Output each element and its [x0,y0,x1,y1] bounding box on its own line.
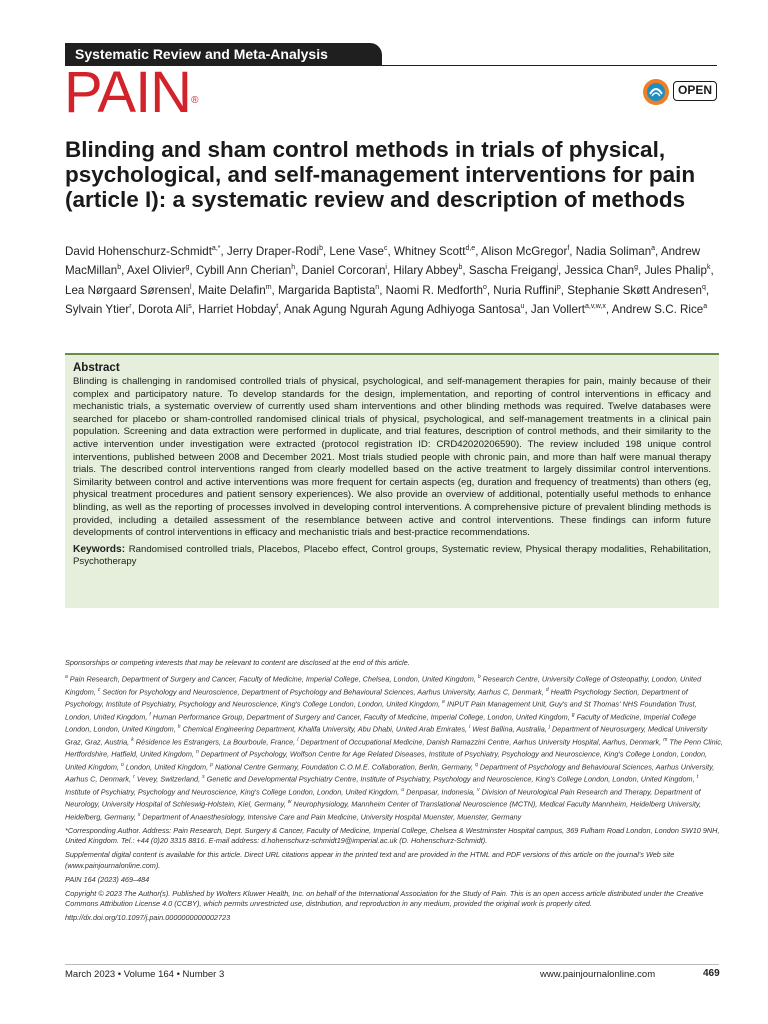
corresponding-author: *Corresponding Author. Address: Pain Research, Dept. Surgery & Cancer, Faculty of Medicine, Imperial College, Chelsea & Westminster Hospital campus, 369 Fulham Road London, London SW10 9NH, United Kingdom. Tel.: +44 (0)20 3315 8816. E-mail address: d.hohenschurz-schmidt19@imperial.ac.uk (D. Hohenschurz-Schmidt). [65,826,720,846]
section-label: Systematic Review and Meta-Analysis [65,43,382,65]
journal-logo [64,60,198,125]
affiliations: $^a$ Pain Research, Department of Surgery and Cancer, Faculty of Medicine, Imperial College, Chelsea, London, United Kingdom, $^b$ Research Centre, University College of Osteopathy, London, United Kingdom, $^c$ Section for Psychology and Neuroscience, Department of Psychology and Behavioural Sciences, Aarhus University, Aarhus C, Denmark, $^d$ Health Psychology Section, Department of Psychology, Institute of Psychiatry, Psychology and Neuroscience, King's College London, London, United Kingdom, $^e$ INPUT Pain Management Unit, Guy's and St Thomas' NHS Foundation Trust, London, United Kingdom, $^f$ Human Performance Group, Department of Surgery and Cancer, Faculty of Medicine, Imperial College, London, United Kingdom, $^g$ Faculty of Medicine, Imperial College London, London, United Kingdom, $^h$ Chemical Engineering Department, Khalifa University, Abu Dhabi, United Arab Emirates, $^i$ West Ballina, Australia, $^j$ Department of Neurosurgery, Medical University Graz, Graz, Austria, $^k$ Résidence les Estrangers, La Bourboule, France, $^l$ Department of Occupational Medicine, Danish Ramazzini Centre, Aarhus University Hospital, Aarhus, Denmark, $^m$ The Penn Clinic, Hertfordshire, Hatfield, United Kingdom, $^n$ Department of Psychology, Wolfson Centre for Age Related Diseases, Institute of Psychiatry, Psychology and Neuroscience, King's College London, London, United Kingdom, $^o$ London, United Kingdom, $^p$ National Centre Germany, Foundation C.O.M.E. Collaboration, Berlin, Germany, $^q$ Department of Psychology and Behavioural Sciences, Aarhus University, Aarhus C, Denmark, $^r$ Vevey, Switzerland, $^s$ Genetic and Developmental Psychiatry Centre, Institute of Psychiatry, Psychology and Neuroscience, King's College London, London, United Kingdom, $^t$ Institute of Psychiatry, Psychology and Neuroscience, King's College London, London, United Kingdom, $^u$ Denpasar, Indonesia, $^v$ Division of Neurological Pain Research and Therapy, Department of Neurology, University Hospital of Schleswig-Holstein, Kiel, Germany, $^w$ Neurophysiology, Mannheim Center of Translational Neuroscience (MCTN), Medical Faculty Mannheim, Heidelberg University, Heidelberg, Germany, $^x$ Department of Anaesthesiology, Intensive Care and Pain Medicine, University Hospital Muenster, Muenster, Germany [65,674,723,822]
registered-mark: ® [191,95,198,106]
abstract-box [65,353,719,608]
author-list: David Hohenschurz-Schmidt$^{a,*}$, Jerry Draper-Rodi$^b$, Lene Vase$^c$, Whitney Scott$^{d,e}$, Alison McGregor$^f$, Nadia Soliman$^a$, Andrew MacMillan$^b$, Axel Olivier$^g$, Cybill Ann Cherian$^h$, Daniel Corcoran$^i$, Hilary Abbey$^b$, Sascha Freigang$^j$, Jessica Chan$^g$, Jules Phalip$^k$, Lea Nørgaard Sørensen$^l$, Maite Delafin$^m$, Margarida Baptista$^n$, Naomi R. Medforth$^o$, Nuria Ruffini$^p$, Stephanie Skøtt Andresen$^q$, Sylvain Ytier$^r$, Dorota Ali$^s$, Harriet Hobday$^t$, Anak Agung Ngurah Agung Adhiyoga Santosa$^u$, Jan Vollert$^{a,v,w,x}$, Andrew S.C. Rice$^a$ [65,244,714,317]
open-access-icon [641,77,671,107]
journal-logo-text: PAIN [64,60,192,125]
doi-link[interactable]: http://dx.doi.org/10.1097/j.pain.0000000000002723 [65,912,231,922]
issue-info: March 2023 • Volume 164 • Number 3 [65,969,225,980]
open-access-badge [641,77,719,107]
open-label: OPEN [673,81,717,101]
abstract-heading: Abstract [73,362,120,374]
keywords [73,544,711,569]
abstract-body: Blinding is challenging in randomised controlled trials of physical, psychological, and self-management therapies for pain, mainly because of their complex and participatory nature. To develop standards for the design, implementation, and reporting of control interventions in efficacy and mechanistic trials, a systematic overview of currently used sham interventions and other blinding methods was required. Twelve databases were searched for placebo or sham-controlled randomised clinical trials of physical, psychological, and self-management treatments in a clinical pain population. Screening and data extraction were performed in duplicate, and trial features, description of control methods, and their similarity to the active intervention under investigation were extracted (protocol registration ID: CRD42020206590). The review included 198 unique control interventions, published between 2008 and December 2021. Most trials studied people with chronic pain, and more than half were manual therapy trials. The described control interventions ranged from clearly modelled based on the active treatment to largely dissimilar control interventions. Similarity between control and active interventions was more frequent for certain aspects (eg, duration and frequency of treatments) than others (eg, physical treatment procedures and patient sensory experiences). We also provide an overview of additional, potentially useful methods to enhance blinding, as well as the reporting of processes involved in developing control interventions. A comprehensive picture of prevalent blinding methods is provided, including a detailed assessment of the resemblance between active and control interventions. These findings can inform future developments of control interventions in efficacy and mechanistic trials and best-practice recommendations. [73,376,711,539]
keywords-list: Randomised controlled trials, Placebos, Placebo effect, Control groups, Systematic review, Physical therapy modalities, Rehabilitation, Psychotherapy [73,543,711,568]
citation: PAIN 164 (2023) 469–484 [65,874,150,884]
keywords-label: Keywords: [73,543,126,555]
page-number: 469 [703,968,720,979]
article-title: Blinding and sham control methods in trials of physical, psychological, and self-management interventions for pain (article I): a systematic review and description of methods [65,137,696,212]
supplemental-note: Supplemental digital content is available for this article. Direct URL citations appear in the printed text and are provided in the HTML and PDF versions of this article on the journal's Web site (www.painjournalonline.com). [65,850,675,870]
footnotes [65,658,723,927]
footer-rule [65,964,719,965]
journal-website[interactable]: www.painjournalonline.com [540,969,656,980]
copyright-note: Copyright © 2023 The Author(s). Published by Wolters Kluwer Health, Inc. on behalf of the International Association for the Study of Pain. This is an open access article distributed under the Creative Commons Attribution License 4.0 (CCBY), which permits unrestricted use, distribution, and reproduction in any medium, provided the original work is properly cited. [65,888,704,908]
sponsorship-note: Sponsorships or competing interests that may be relevant to content are disclosed at the end of this article. [65,658,410,667]
